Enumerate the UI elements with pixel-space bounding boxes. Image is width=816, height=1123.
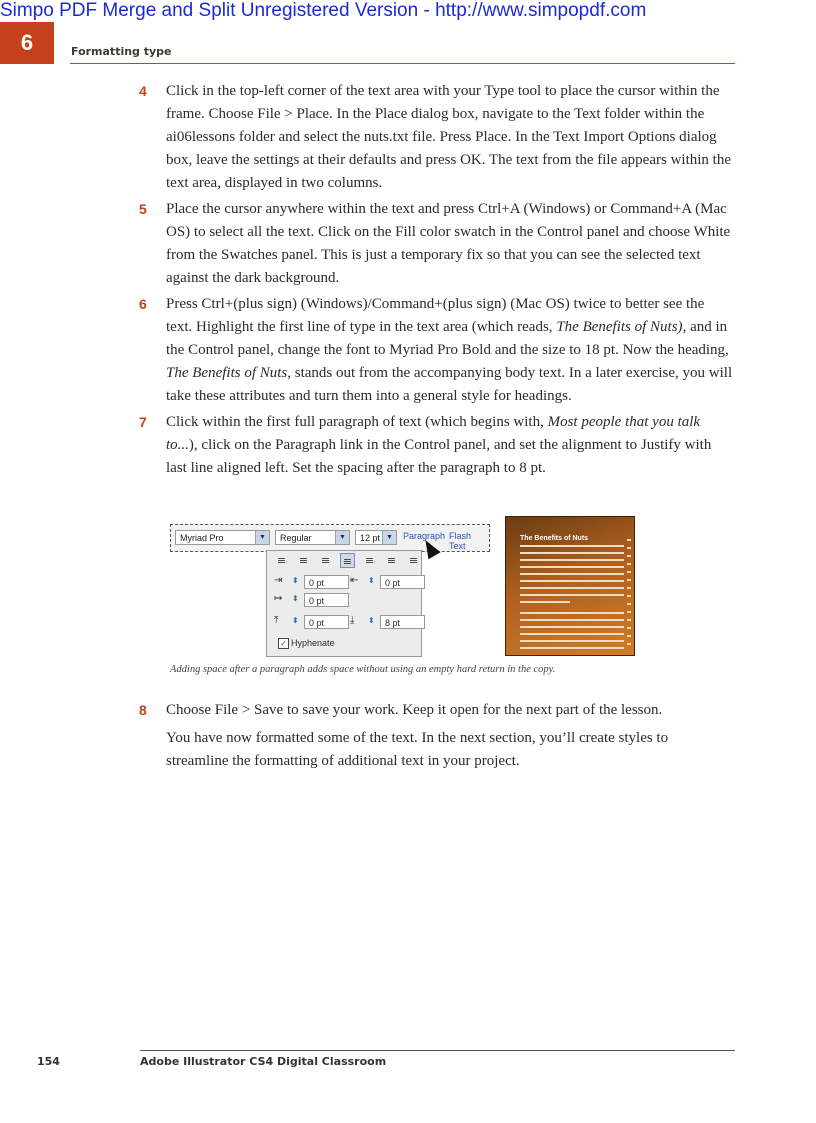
font-size-dropdown[interactable] [355, 530, 397, 545]
preview-text-line [520, 566, 624, 568]
right-indent-value: 0 pt [380, 575, 425, 589]
preview-text-line [520, 619, 624, 621]
justify-all-icon[interactable]: ≡ [408, 554, 419, 567]
chapter-number-tab: 6 [0, 22, 54, 64]
font-size-value: 12 pt [360, 533, 381, 543]
font-style-dropdown[interactable] [275, 530, 350, 545]
left-indent-value: 0 pt [304, 575, 349, 589]
chapter-title: Formatting type [71, 45, 172, 58]
control-panel-screenshot [170, 515, 490, 655]
header-divider [70, 63, 735, 64]
step-text: Place the cursor anywhere within the text and press Ctrl+A (Windows) or Command+A (Mac OS) to select all the text. Click on the Fill color swatch in the Control panel and choose White from the Swatches panel. This is just a temporary fix so that you can see the selected text against the dark background. [166, 201, 731, 286]
preview-text-line [520, 594, 624, 596]
step-5 [139, 198, 734, 290]
step-number: 7 [139, 414, 147, 430]
hyphenate-checkbox[interactable] [278, 638, 335, 649]
preview-text-line [520, 647, 624, 649]
preview-title: The Benefits of Nuts [520, 535, 589, 542]
step-list [139, 80, 734, 483]
step-7 [139, 411, 734, 480]
preview-text-line [520, 587, 624, 589]
stepper-icon[interactable]: ⬍ [292, 594, 299, 603]
right-indent-icon: ⇤ [350, 575, 359, 586]
preview-text-line [520, 552, 624, 554]
font-style-value: Regular [280, 533, 312, 543]
step-text-part: ), click on the Paragraph link in the Control panel, and set the alignment to Justify with last line aligned left. Set the spacing after the paragraph to 8 pt. [166, 437, 712, 476]
chevron-down-icon: ▼ [335, 531, 349, 544]
stepper-icon[interactable]: ⬍ [368, 616, 375, 625]
space-before-value: 0 pt [304, 615, 349, 629]
justify-center-icon[interactable]: ≡ [364, 554, 375, 567]
space-after-icon: ⤓ [350, 615, 355, 626]
stepper-icon[interactable]: ⬍ [292, 616, 299, 625]
stepper-icon[interactable]: ⬍ [368, 576, 375, 585]
step-text-part: , and in the Control panel, change the font to Myriad Pro Bold and the size to 18 pt. Now the heading, [166, 319, 729, 358]
page-number: 154 [37, 1055, 60, 1068]
artwork-preview [505, 516, 635, 656]
first-line-indent-value: 0 pt [304, 593, 349, 607]
chevron-down-icon: ▼ [382, 531, 396, 544]
figure-caption: Adding space after a paragraph adds space without using an empty hard return in the copy. [170, 664, 556, 675]
footer-divider [140, 1050, 735, 1051]
checkmark-icon: ✓ [278, 638, 289, 649]
control-bar [170, 524, 490, 552]
alignment-buttons [266, 553, 491, 571]
hyphenate-label: Hyphenate [291, 638, 335, 648]
flash-text-link[interactable]: Flash Text [449, 531, 472, 551]
preview-second-column [627, 539, 631, 649]
step-number: 4 [139, 83, 147, 99]
paragraph-link[interactable]: Paragraph [403, 531, 446, 541]
step-text-part: , stands out from the accompanying body text. In a later exercise, you will take these attributes and turn them into a general style for headings. [166, 365, 733, 404]
step-text: Click in the top-left corner of the text area with your Type tool to place the cursor within the frame. Choose File > Place. In the Place dialog box, navigate to the Text folder within the ai06lessons folder and select the nuts.txt file. Press Place. In the Text Import Options dialog box, leave the settings at their defaults and press OK. The text from the file appears within the text area, displayed in two columns. [166, 83, 731, 191]
preview-text-line [520, 580, 624, 582]
preview-text-line [520, 612, 624, 614]
step-number: 6 [139, 296, 147, 312]
justify-right-icon[interactable]: ≡ [386, 554, 397, 567]
step-number: 5 [139, 201, 147, 217]
step-6 [139, 293, 734, 408]
preview-text-line [520, 601, 570, 603]
font-family-dropdown[interactable] [175, 530, 270, 545]
align-right-icon[interactable]: ≡ [320, 554, 331, 567]
step-number: 8 [139, 702, 147, 718]
step-text-part: Click within the first full paragraph of text (which begins with, [166, 414, 548, 430]
stepper-icon[interactable]: ⬍ [292, 576, 299, 585]
screenshot-figure [170, 515, 635, 660]
chevron-down-icon: ▼ [255, 531, 269, 544]
remaining-steps [139, 699, 734, 773]
space-before-icon: ⤒ [274, 615, 279, 626]
watermark-text: Simpo PDF Merge and Split Unregistered Version - http://www.simpopdf.com [0, 0, 647, 21]
preview-text-line [520, 573, 624, 575]
preview-text-line [520, 640, 624, 642]
preview-text-line [520, 545, 624, 547]
preview-text-line [520, 626, 624, 628]
step-4 [139, 80, 734, 195]
step-text-italic: The Benefits of Nuts [166, 365, 288, 381]
font-family-value: Myriad Pro [180, 533, 224, 543]
space-after-value: 8 pt [380, 615, 425, 629]
preview-text-line [520, 633, 624, 635]
align-left-icon[interactable]: ≡ [276, 554, 287, 567]
justify-left-icon[interactable]: ≡ [340, 553, 355, 568]
preview-text-line [520, 559, 624, 561]
align-center-icon[interactable]: ≡ [298, 554, 309, 567]
step-8 [139, 699, 734, 722]
closing-paragraph: You have now formatted some of the text. In the next section, you’ll create styles to streamline the formatting of additional text in your project. [166, 730, 669, 769]
left-indent-icon: ⇥ [274, 575, 283, 586]
book-title: Adobe Illustrator CS4 Digital Classroom [140, 1055, 387, 1068]
first-line-indent-icon: ↦ [274, 593, 283, 604]
step-text-italic: The Benefits of Nuts) [556, 319, 683, 335]
step-text-italic: Most people that you talk to... [166, 414, 701, 453]
step-text-part: Press Ctrl+(plus sign) (Windows)/Command+(plus sign) (Mac OS) twice to better see the text. Highlight the first line of type in the text area (which reads, [166, 296, 705, 335]
step-text: Choose File > Save to save your work. Keep it open for the next part of the lesson. [166, 702, 663, 718]
